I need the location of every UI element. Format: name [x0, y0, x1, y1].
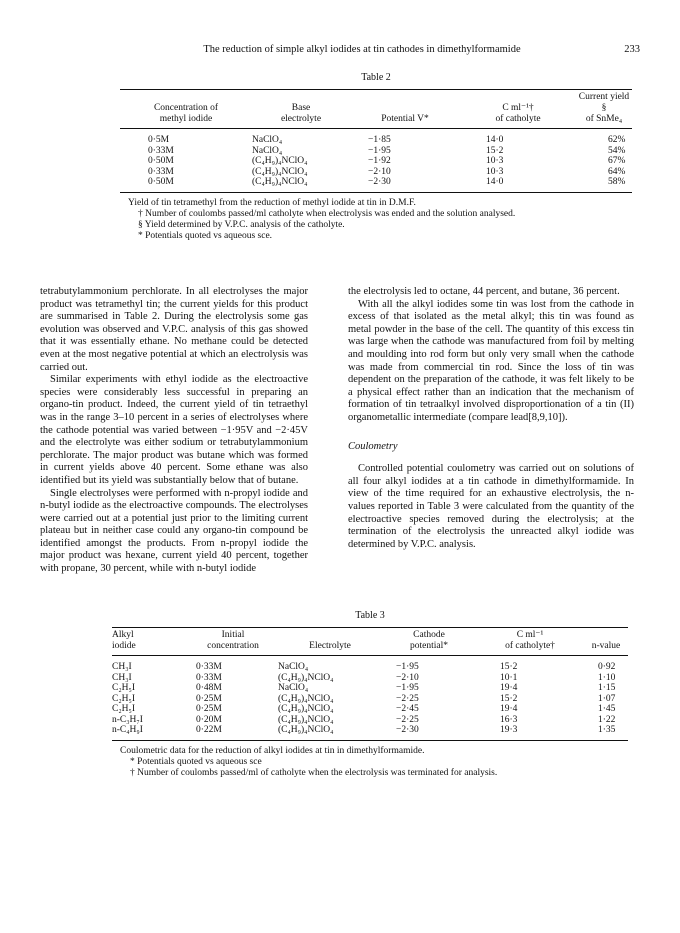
- table-row: [112, 683, 628, 694]
- left-column: [40, 286, 308, 576]
- table-3-cell: (C₄H₉)₄NClO₄: [278, 693, 334, 704]
- table-3-cell: 19·4: [500, 683, 518, 693]
- table-3-cell: 0·25M: [196, 704, 222, 714]
- table-row: [120, 177, 632, 192]
- table-row: [120, 156, 632, 167]
- table-3-cell: 0·33M: [196, 672, 222, 683]
- table-3-cell: (C₄H₉)₄NClO₄: [278, 704, 334, 714]
- table-2-cell: 14·0: [460, 177, 576, 192]
- table-3-cell: 0·48M: [196, 683, 222, 693]
- table-3-cell: 15·2: [500, 662, 518, 672]
- table-2-cell: −2·10: [368, 166, 391, 177]
- table-2-header-cell: Concentration of methyl iodide: [153, 103, 219, 124]
- table-3-cell: 1·10: [598, 672, 616, 683]
- table-2-cell: −1·92: [368, 156, 391, 166]
- table-2-header-cell: Potential V*: [381, 114, 429, 124]
- table-2-cell: 54%: [608, 145, 626, 156]
- paragraph: tetrabutylammonium perchlorate. In all electrolyses the major product was tetramethyl tin; the current yields for this product are summarised in Table 2. During the electrolysis some gas evolution was observed and V.P.C. analysis of this gas showed that it was essentially ethane. No methane could be detected even at the most negative potential at which an electrolysis was carried out.: [40, 286, 308, 373]
- table-2-cell: −2·30: [350, 177, 460, 192]
- table-row: [112, 704, 628, 715]
- table-3-cell: 19·4: [500, 704, 518, 714]
- table-3-cell: 15·2: [500, 693, 518, 704]
- table-2-title: Table 2: [361, 72, 391, 83]
- table-row: [112, 725, 628, 740]
- table-3-cell: (C₄H₉)₄NClO₄: [278, 725, 382, 740]
- table-3-note-coulombs: † Number of coulombs passed/ml of catholyte when the electrolysis was terminated for analysis.: [130, 767, 498, 778]
- table-2-grid: [120, 89, 632, 193]
- table-2-cell: 58%: [576, 177, 632, 192]
- table-3-cell: −1·95: [396, 662, 419, 672]
- table-row: [120, 129, 632, 146]
- paragraph: With all the alkyl iodides some tin was lost from the cathode in excess of that isolated as the metal alkyl; this tin was found as metal powder in the base of the cell. The quantity of this excess tin was large when the cathode was manufactured from foil by melting and moulding into rod form but only very small when the cathode was made from commercial tin rod. Since the loss of tin was dependent on the preparation of the cathode, it was felt likely to be a physical effect rather than an indication that the mechanism of formation of tin tetraalkyl involved disproportionation of a tin (II) organometallic intermediate (compare lead[8,9,10]).: [348, 298, 634, 423]
- table-3-cell: −2·10: [396, 672, 419, 683]
- table-3: [112, 610, 628, 779]
- table-3-cell: 16·3: [500, 714, 518, 725]
- table-3-header-cell: Alkyl iodide: [112, 630, 136, 651]
- table-3-cell: 0·92: [598, 662, 616, 672]
- table-2-cell: 15·2: [486, 145, 504, 156]
- table-2-cell: −1·85: [368, 135, 391, 145]
- table-3-cell: CH₃I: [112, 672, 132, 683]
- table-2-notes: [120, 198, 632, 242]
- table-2-cell: (C₄H₉)₄NClO₄: [252, 177, 350, 192]
- table-row: [112, 656, 628, 673]
- page-number: 233: [624, 44, 640, 55]
- table-2-cell: −1·95: [368, 145, 391, 156]
- table-2-cell: (C₄H₉)₄NClO₄: [252, 156, 308, 166]
- paragraph: the electrolysis led to octane, 44 percent, and butane, 36 percent.: [348, 286, 620, 297]
- table-3-cell: −2·25: [396, 714, 419, 725]
- table-3-note-potentials: * Potentials quoted vs aqueous sce: [130, 756, 262, 767]
- table-2-header-cell: Base electrolyte: [280, 103, 322, 124]
- table-3-header-cell: Cathode potential*: [410, 630, 448, 651]
- table-3-cell: 1·45: [598, 704, 616, 714]
- table-3-cell: C₂H₅I: [112, 704, 135, 714]
- table-3-cell: −2·45: [396, 704, 419, 714]
- table-3-cell: 0·25M: [196, 693, 222, 704]
- table-3-header-cell: n-value: [591, 641, 621, 651]
- running-title: The reduction of simple alkyl iodides at tin cathodes in dimethylformamide: [203, 44, 521, 55]
- table-2-header-cell: Current yield § of SnMe₄: [578, 92, 630, 124]
- table-3-cell: 0·20M: [196, 714, 222, 725]
- table-2-cell: 67%: [608, 156, 626, 166]
- section-heading-coulometry: Coulometry: [348, 440, 398, 452]
- table-2-note-yield: § Yield determined by V.P.C. analysis of the catholyte.: [138, 219, 345, 230]
- paragraph: Single electrolyses were performed with n-propyl iodide and n-butyl iodide as the electroactive compounds. The electrolyses were carried out at a potential just prior to the limiting current plateau but in neither case could any organo-tin compound be identified amongst the products. From n-propyl iodide the major product was hexane, current yield 40 percent, together with propane, 30 percent, while with n-butyl iodide: [40, 487, 308, 575]
- table-2: [120, 72, 632, 242]
- paragraph: Controlled potential coulometry was carried out on solutions of all four alkyl iodides at a tin cathode in dimethylformamide. In view of the time required for an exhaustive electrolysis, the n-values reported in Table 3 were calculated from the quantity of the electroactive species removed during the electrolysis; at the termination of the electrolysis the unreacted alkyl iodide was determined by V.P.C. analysis.: [348, 463, 634, 550]
- table-2-cell: 62%: [608, 135, 626, 145]
- table-2-cell: 10·3: [486, 166, 504, 177]
- table-3-cell: −1·95: [396, 683, 419, 693]
- table-3-cell: 10·1: [500, 672, 518, 683]
- table-row: [112, 673, 628, 684]
- table-2-note-potentials: * Potentials quoted vs aqueous sce.: [138, 230, 273, 241]
- table-3-cell: 1·35: [584, 725, 628, 740]
- table-3-cell: NaClO₄: [278, 662, 309, 672]
- table-3-header-cell: Initial concentration: [207, 630, 259, 651]
- table-2-cell: 10·3: [486, 156, 504, 166]
- table-3-cell: CH₃I: [112, 662, 132, 672]
- table-3-cell: C₂H₅I: [112, 693, 135, 704]
- table-3-cell: 1·22: [598, 714, 616, 725]
- table-2-cell: NaClO₄: [252, 145, 283, 156]
- table-2-cell: 0·50M: [120, 177, 252, 192]
- table-2-cell: 0·33M: [148, 166, 174, 177]
- table-3-header-cell: C ml⁻¹ of catholyte†: [505, 630, 555, 651]
- table-2-note-coulombs: † Number of coulombs passed/ml catholyte when electrolysis was ended and the solution analysed.: [138, 208, 516, 219]
- table-2-cell: 0·5M: [148, 135, 170, 145]
- table-3-header-cell: Electrolyte: [309, 641, 351, 651]
- table-2-cell: NaClO₄: [252, 135, 283, 145]
- table-3-title: Table 3: [355, 610, 385, 621]
- table-3-cell: −2·25: [396, 693, 419, 704]
- table-3-cell: 1·07: [598, 693, 616, 704]
- table-row: [120, 146, 632, 157]
- table-3-grid: [112, 627, 628, 741]
- table-2-cell: 64%: [608, 166, 626, 177]
- table-2-cell: (C₄H₉)₄NClO₄: [252, 166, 308, 177]
- table-2-header-cell: C ml⁻¹† of catholyte: [495, 103, 541, 124]
- table-2-note-caption: Yield of tin tetramethyl from the reduction of methyl iodide at tin in D.M.F.: [128, 197, 416, 208]
- table-3-cell: 1·15: [598, 683, 616, 693]
- table-3-cell: NaClO₄: [278, 683, 309, 693]
- table-2-cell: 0·50M: [148, 156, 174, 166]
- table-3-cell: −2·30: [382, 725, 476, 740]
- table-2-cell: 14·0: [486, 135, 504, 145]
- table-3-cell: (C₄H₉)₄NClO₄: [278, 714, 334, 725]
- table-3-cell: n-C₃H₇I: [112, 714, 143, 725]
- table-row: [112, 715, 628, 726]
- table-row: [112, 694, 628, 705]
- paragraph: Similar experiments with ethyl iodide as the electroactive species were considerably less successful in preparing an organo-tin product. Indeed, the current yield of tin tetraethyl was in the range 3–10 percent in a series of electrolyses where the cathode potential was varied between −1·95V and −2·45V and the electrolyte was either sodium or tetrabutylammonium perchlorate. The major product was butane which was formed in current yields above 40 percent. Some ethane was also identified but its yield was substantially below that of butane.: [40, 374, 308, 486]
- table-row: [120, 167, 632, 178]
- table-3-cell: C₂H₅I: [112, 683, 135, 693]
- table-3-note-caption: Coulometric data for the reduction of alkyl iodides at tin in dimethylformamide.: [120, 745, 425, 756]
- table-3-cell: n-C₄H₉I: [112, 725, 188, 740]
- table-3-cell: 0·22M: [188, 725, 278, 740]
- table-3-cell: (C₄H₉)₄NClO₄: [278, 672, 334, 683]
- table-3-notes: [112, 746, 628, 779]
- right-column: [348, 286, 634, 551]
- table-3-cell: 0·33M: [196, 662, 222, 672]
- table-2-cell: 0·33M: [148, 145, 174, 156]
- table-3-cell: 19·3: [476, 725, 584, 740]
